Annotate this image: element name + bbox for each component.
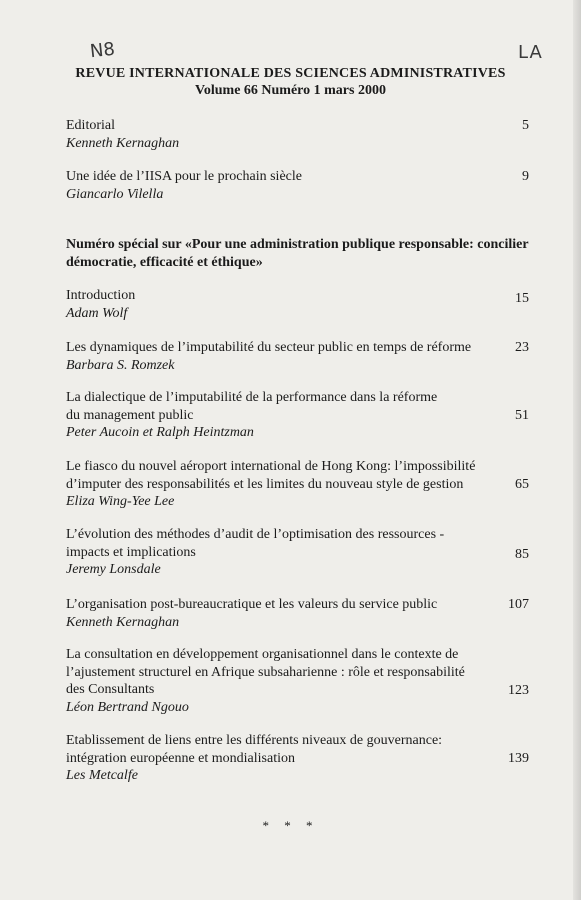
entry-author: Kenneth Kernaghan bbox=[66, 135, 180, 151]
page-edge-shadow bbox=[573, 0, 581, 900]
special-issue-heading: Numéro spécial sur «Pour une administration publique responsable: concilier démocratie, efficacité et éthique» bbox=[66, 237, 529, 270]
entry-title: La dialectique de l’imputabilité de la performance dans la réforme bbox=[66, 390, 438, 405]
entry-title: Le fiasco du nouvel aéroport international de Hong Kong: l’impossibilité bbox=[66, 459, 476, 474]
entry-page: 107 bbox=[508, 597, 529, 612]
handwritten-mark-left: N8 bbox=[88, 38, 116, 63]
entry-page: 85 bbox=[515, 547, 529, 562]
entry-title-line2: l’ajustement structurel en Afrique subsaharienne : rôle et responsabilité bbox=[66, 664, 465, 680]
entry-page: 9 bbox=[522, 169, 529, 184]
entry-author: Adam Wolf bbox=[66, 305, 128, 321]
entry-page: 51 bbox=[515, 408, 529, 423]
entry-author: Kenneth Kernaghan bbox=[66, 614, 180, 630]
toc-entry bbox=[66, 287, 536, 322]
entry-title: L’organisation post-bureaucratique et les valeurs du service public bbox=[66, 597, 438, 612]
journal-title: REVUE INTERNATIONALE DES SCIENCES ADMINISTRATIVES bbox=[75, 66, 506, 81]
entry-page: 23 bbox=[515, 340, 529, 355]
entry-page: 139 bbox=[508, 751, 529, 766]
entry-author: Les Metcalfe bbox=[66, 768, 138, 783]
toc-entry bbox=[66, 339, 536, 374]
toc-entry bbox=[66, 732, 536, 785]
entry-page: 5 bbox=[522, 118, 529, 133]
toc-entry bbox=[66, 389, 536, 442]
entry-title-line3: des Consultants bbox=[66, 682, 155, 697]
toc-entry bbox=[66, 458, 536, 511]
entry-title: La consultation en développement organisationnel dans le contexte de bbox=[66, 647, 459, 662]
entry-author: Peter Aucoin et Ralph Heintzman bbox=[66, 425, 254, 440]
entry-title-line2: intégration européenne et mondialisation bbox=[66, 750, 295, 766]
entry-title-line2: d’imputer des responsabilités et les limites du nouveau style de gestion bbox=[66, 476, 464, 492]
entry-page: 15 bbox=[515, 291, 529, 306]
entry-title-line2: du management public bbox=[66, 407, 194, 423]
entry-title: Etablissement de liens entre les différents niveaux de gouvernance: bbox=[66, 733, 443, 748]
entry-title: Une idée de l’IISA pour le prochain siècle bbox=[66, 169, 302, 184]
entry-author: Eliza Wing-Yee Lee bbox=[66, 494, 175, 509]
entry-author: Jeremy Lonsdale bbox=[66, 562, 161, 577]
toc-entry bbox=[66, 596, 536, 631]
handwritten-mark-right: LA bbox=[518, 42, 543, 63]
entry-title: Les dynamiques de l’imputabilité du secteur public en temps de réforme bbox=[66, 340, 472, 355]
entry-title: L’évolution des méthodes d’audit de l’optimisation des ressources - bbox=[66, 527, 445, 542]
entry-title-line2: impacts et implications bbox=[66, 544, 196, 560]
toc-entry bbox=[66, 168, 536, 203]
issue-line: Volume 66 Numéro 1 mars 2000 bbox=[195, 83, 386, 98]
toc-entry-editorial bbox=[66, 117, 536, 152]
entry-page: 123 bbox=[508, 683, 529, 698]
entry-author: Barbara S. Romzek bbox=[66, 357, 175, 373]
entry-author: Giancarlo Vilella bbox=[66, 186, 164, 202]
toc-entry bbox=[66, 646, 536, 716]
entry-page: 65 bbox=[515, 477, 529, 492]
toc-entry bbox=[66, 526, 536, 579]
entry-title: Introduction bbox=[66, 288, 136, 303]
entry-author: Léon Bertrand Ngouo bbox=[66, 699, 189, 715]
section-break-stars: * * * bbox=[262, 818, 319, 833]
entry-title: Editorial bbox=[66, 118, 115, 133]
